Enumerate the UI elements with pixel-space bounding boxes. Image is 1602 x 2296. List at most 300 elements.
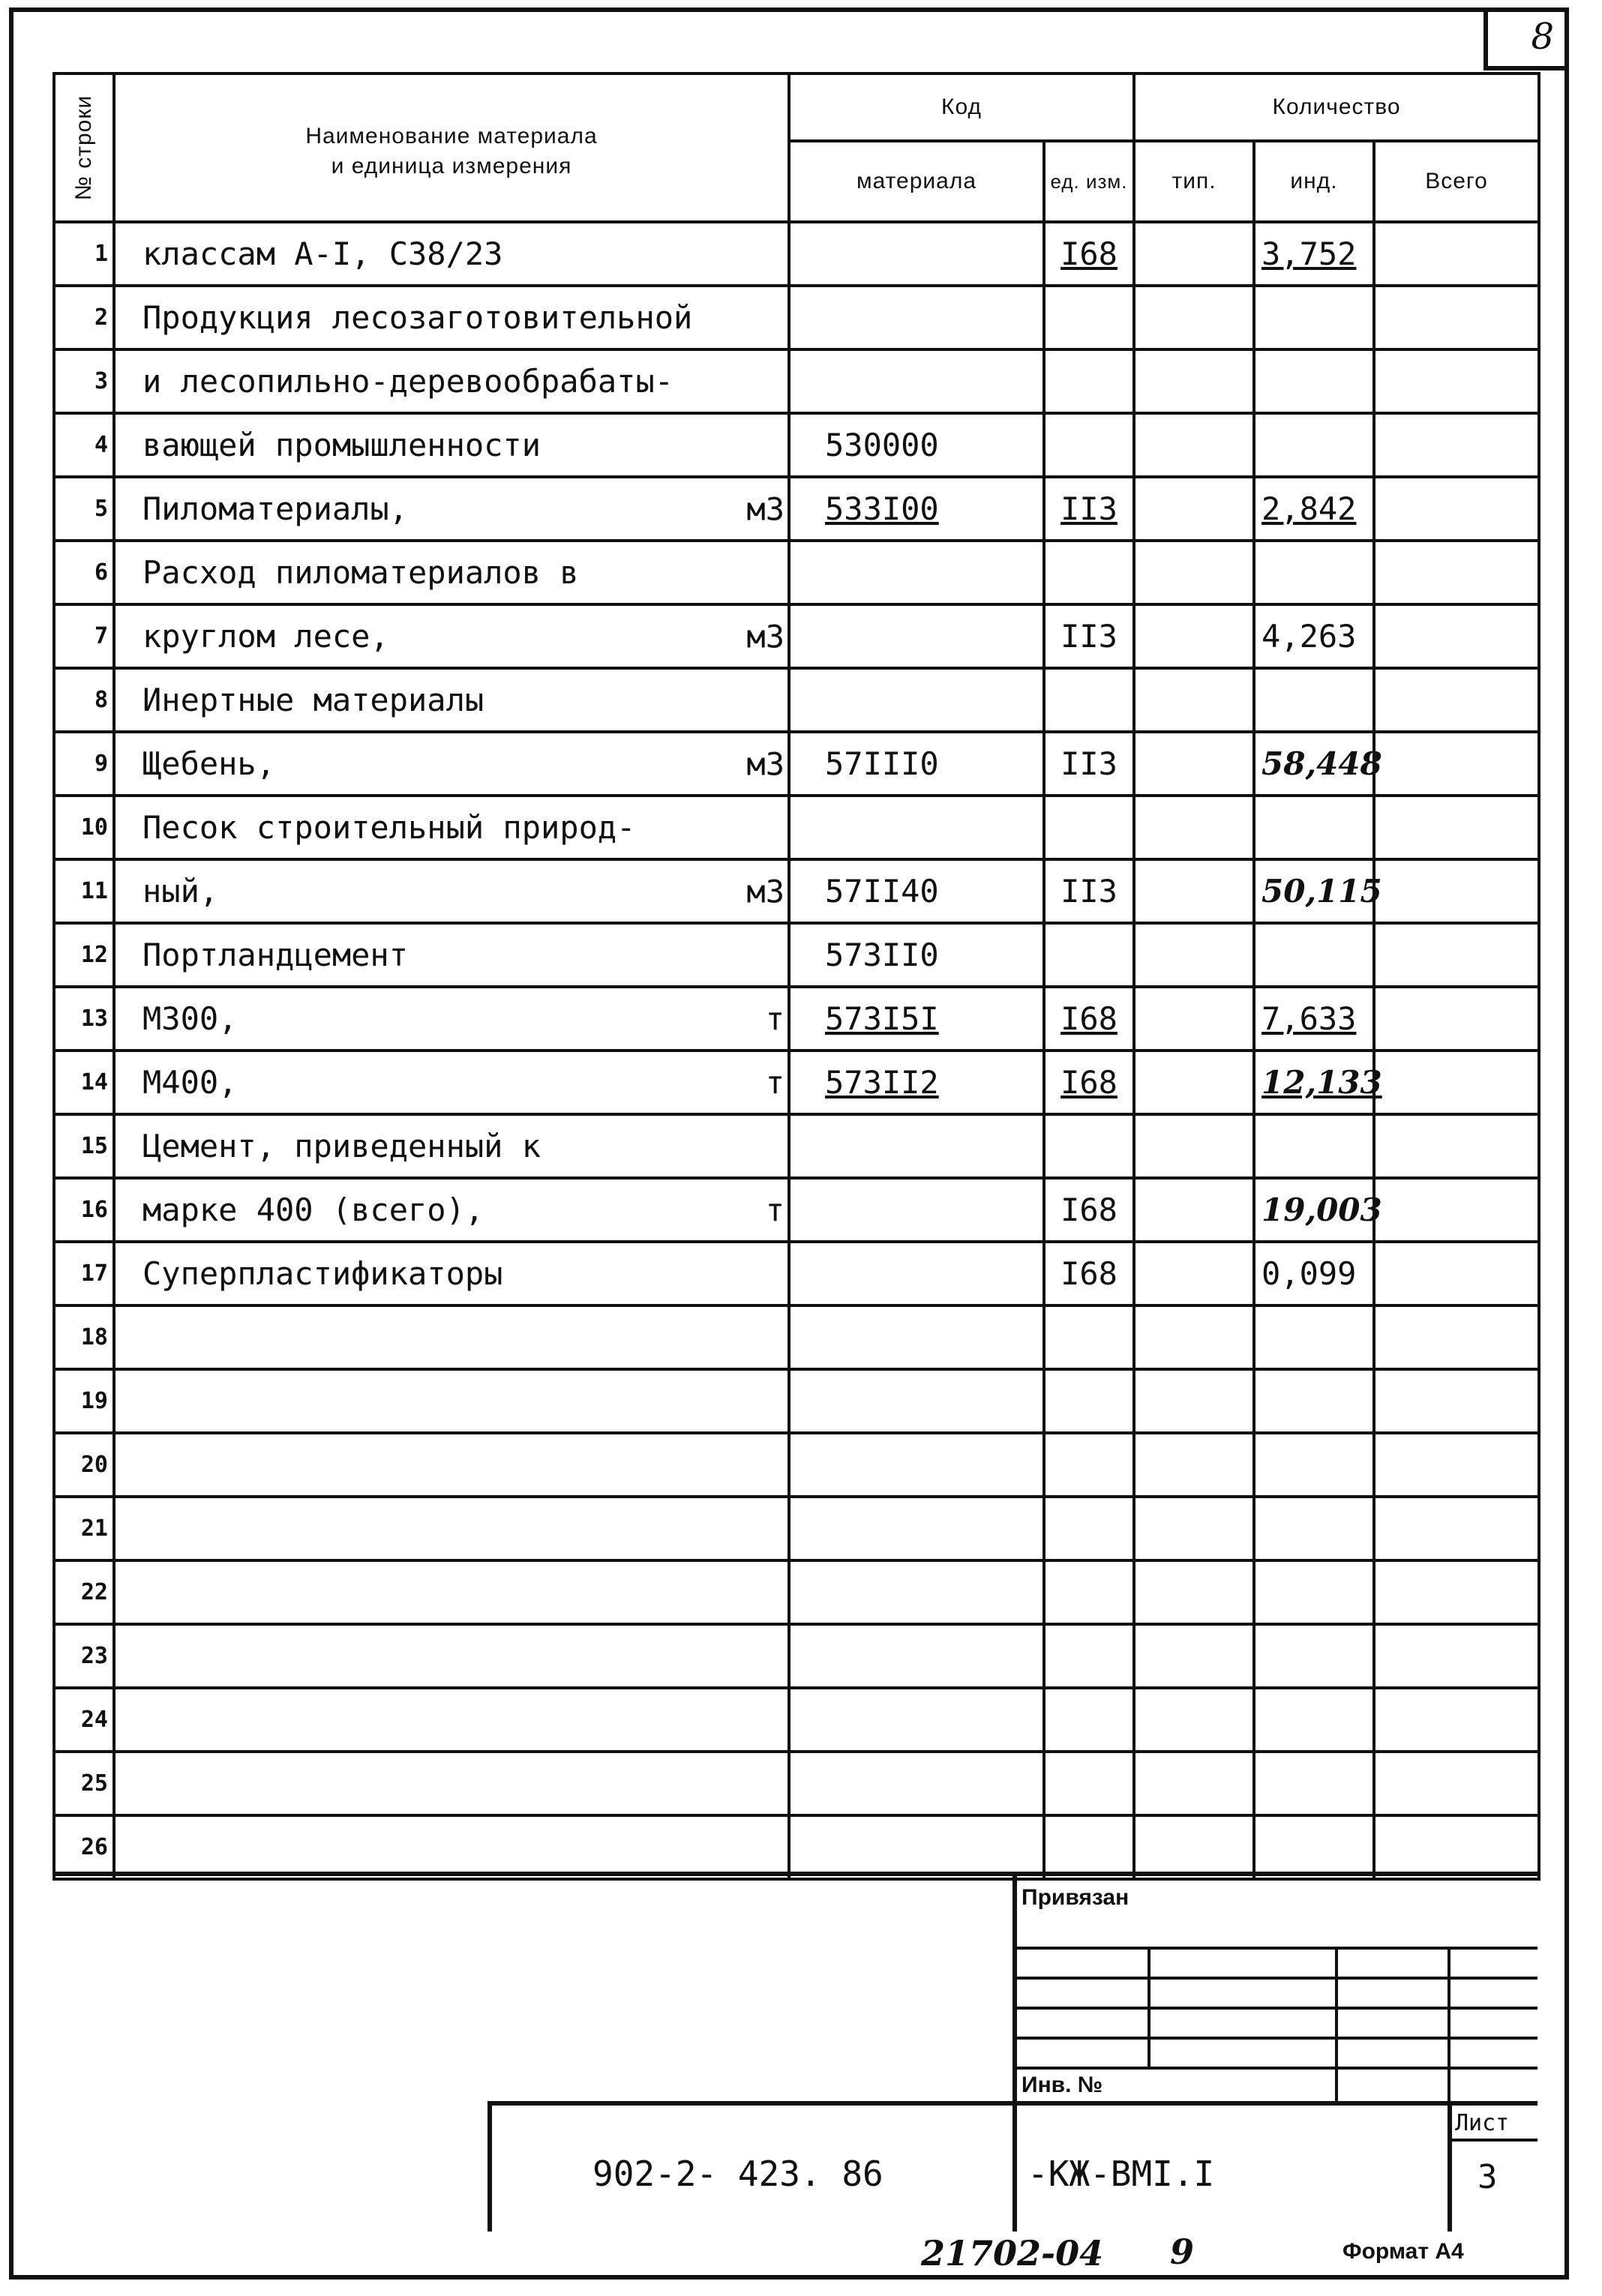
qty-typ [1134,1369,1254,1433]
unit-code [1044,1497,1134,1560]
qty-ind [1254,1369,1374,1433]
unit-code-text: II3 [1060,745,1118,782]
row-number-text: 11 [80,878,108,904]
material-code-text: 57III0 [825,745,939,782]
table-row [54,732,1539,796]
row-number-text: 20 [80,1452,108,1478]
table-row [54,477,1539,541]
row-number-text: 22 [80,1579,108,1605]
material-name [114,477,789,541]
material-code [789,732,1044,796]
material-name [114,222,789,286]
material-name [114,1815,789,1879]
material-code [789,1624,1044,1688]
material-name [114,1305,789,1369]
unit-code [1044,1433,1134,1497]
qty-typ [1134,604,1254,668]
code-unit-header: ед. изм. [1044,141,1134,222]
unit-code [1044,987,1134,1051]
table-row [54,1178,1539,1242]
unit-code [1044,413,1134,477]
row-number-text: 8 [94,687,108,713]
material-code-text: 57II40 [825,873,939,910]
doc-code-left: 902-2- 423. 86 [592,2154,884,2194]
row-number [54,732,114,796]
material-name [114,1114,789,1178]
material-name-text: марке 400 (всего), [142,1191,484,1228]
table-row [54,1752,1539,1815]
qty-ind [1254,349,1374,413]
qty-typ [1134,1560,1254,1624]
row-number-text: 1 [94,241,108,267]
qty-typ [1134,1305,1254,1369]
material-code [789,222,1044,286]
row-number-header: № строки [54,73,114,222]
qty-typ [1134,1688,1254,1752]
qty-total [1374,1305,1539,1369]
row-number-text: 5 [94,496,108,522]
qty-total [1374,1114,1539,1178]
row-number-text: 16 [80,1197,108,1223]
qty-ind-header: инд. [1254,141,1374,222]
row-number [54,286,114,349]
material-name [114,1369,789,1433]
qty-ind [1254,1815,1374,1879]
qty-total [1374,796,1539,859]
material-code [789,1178,1044,1242]
qty-total [1374,1815,1539,1879]
unit-code-text: II3 [1060,618,1118,655]
row-number [54,668,114,732]
table-row [54,987,1539,1051]
qty-total [1374,1688,1539,1752]
unit-code [1044,286,1134,349]
row-number-text: 13 [80,1006,108,1032]
code-material-header: материала [789,141,1044,222]
material-name-text: Инертные материалы [142,682,484,718]
qty-typ [1134,1051,1254,1114]
material-name-text: классам A-I, C38/23 [142,235,503,272]
material-name [114,286,789,349]
measure-unit: м3 [746,745,784,782]
material-code [789,1815,1044,1879]
unit-code [1044,1242,1134,1305]
qty-typ [1134,859,1254,923]
row-number-text: 18 [80,1324,108,1350]
qty-typ [1134,668,1254,732]
qty-ind [1254,413,1374,477]
qty-typ [1134,1178,1254,1242]
unit-code-text: I68 [1060,1064,1118,1101]
material-code [789,541,1044,604]
row-number [54,1305,114,1369]
measure-unit: м3 [746,618,784,655]
unit-code [1044,1815,1134,1879]
material-code-text: 530000 [825,427,939,463]
unit-code [1044,541,1134,604]
format-label: Формат А4 [1342,2239,1464,2264]
qty-total [1374,1369,1539,1433]
qty-typ [1134,1497,1254,1560]
row-number-text: 14 [80,1069,108,1096]
unit-code [1044,859,1134,923]
measure-unit: т [765,1191,784,1228]
material-code [789,1688,1044,1752]
row-number-text: 21 [80,1515,108,1542]
material-name [114,1242,789,1305]
row-number [54,222,114,286]
material-name [114,1497,789,1560]
qty-typ [1134,413,1254,477]
qty-ind [1254,1178,1382,1242]
qty-typ [1134,732,1254,796]
unit-code [1044,477,1134,541]
qty-ind [1254,1688,1374,1752]
material-code [789,987,1044,1051]
material-name-text: Цемент, приведенный к [142,1128,542,1164]
table-row [54,604,1539,668]
material-name-text: Песок строительный природ- [142,809,636,846]
qty-typ [1134,987,1254,1051]
qty-total [1374,541,1539,604]
qty-typ [1134,1815,1254,1879]
table-row [54,1433,1539,1497]
qty-typ [1134,541,1254,604]
qty-ind [1254,987,1374,1051]
name-header: Наименование материала и единица измерения [114,73,789,222]
row-number [54,1624,114,1688]
page-number: 8 [1484,7,1569,70]
table-row [54,1624,1539,1688]
row-number [54,1178,114,1242]
material-name [114,413,789,477]
material-code [789,286,1044,349]
material-name-text: M400, [142,1064,238,1101]
row-number [54,1114,114,1178]
doc-code-right: -КЖ-ВМI.I [1028,2154,1215,2194]
material-name [114,604,789,668]
unit-code [1044,604,1134,668]
table-row [54,1688,1539,1752]
row-number [54,1752,114,1815]
row-number-text: 9 [94,751,108,777]
table-row [54,923,1539,987]
qty-ind [1254,1305,1374,1369]
qty-typ [1134,349,1254,413]
material-code [789,1305,1044,1369]
material-name-text: круглом лесе, [142,618,389,655]
row-number-text: 12 [80,942,108,968]
row-number-text: 4 [94,432,108,458]
material-code-text: 573II0 [825,937,939,973]
qty-total [1374,1752,1539,1815]
inv-no-label: Инв. № [1022,2073,1103,2097]
material-code [789,1497,1044,1560]
qty-total [1374,1051,1539,1114]
row-number [54,1815,114,1879]
material-name [114,1560,789,1624]
qty-ind [1254,1497,1374,1560]
table-row [54,349,1539,413]
table-row [54,1497,1539,1560]
material-name [114,1624,789,1688]
qty-total [1374,1497,1539,1560]
material-code [789,1242,1044,1305]
material-name [114,796,789,859]
unit-code [1044,349,1134,413]
material-name-text: и лесопильно-деревообрабаты- [142,363,674,400]
qty-ind-text: 50,115 [1262,873,1382,910]
qty-total [1374,923,1539,987]
row-number [54,1369,114,1433]
qty-total [1374,1624,1539,1688]
unit-code-text: II3 [1060,873,1118,910]
sheet-label: Лист [1455,2110,1510,2136]
table-row [54,668,1539,732]
material-code [789,1051,1044,1114]
qty-ind [1254,222,1374,286]
row-number-text: 15 [80,1133,108,1159]
measure-unit: т [765,1000,784,1037]
table-row [54,286,1539,349]
table-row [54,1560,1539,1624]
unit-code-text: I68 [1060,235,1118,272]
footer-handwritten-number: 21702-04 [921,2233,1104,2274]
unit-code-text: I68 [1060,1255,1118,1292]
privyazan-label: Привязан [1022,1885,1130,1910]
material-name [114,1178,789,1242]
table-row [54,1242,1539,1305]
row-number [54,541,114,604]
qty-ind [1254,1433,1374,1497]
qty-typ [1134,796,1254,859]
material-code [789,1560,1044,1624]
material-code [789,1433,1044,1497]
qty-ind [1254,541,1374,604]
row-number-text: 19 [80,1388,108,1414]
material-code-text: 573I5I [825,1000,939,1037]
unit-code-text: II3 [1060,490,1118,527]
material-name-text: Щебень, [142,745,276,782]
row-number [54,1688,114,1752]
table-row [54,1369,1539,1433]
unit-code [1044,1178,1134,1242]
row-number-text: 25 [80,1770,108,1797]
qty-total [1374,604,1539,668]
sheet-number: 3 [1478,2158,1498,2196]
material-name [114,541,789,604]
material-name-text: Суперпластификаторы [142,1255,503,1292]
row-number-text: 2 [94,304,108,331]
qty-ind-text: 0,099 [1262,1255,1357,1292]
qty-total [1374,286,1539,349]
qty-typ [1134,222,1254,286]
material-code [789,1369,1044,1433]
table-row [54,1815,1539,1879]
measure-unit: т [765,1064,784,1101]
qty-typ [1134,477,1254,541]
material-name [114,1051,789,1114]
material-code [789,1752,1044,1815]
material-code [789,923,1044,987]
qty-total [1374,1560,1539,1624]
material-name-text: Пиломатериалы, [142,490,409,527]
material-code [789,796,1044,859]
row-number-text: 23 [80,1643,108,1669]
row-number-text: 7 [94,623,108,649]
material-code [789,859,1044,923]
qty-typ [1134,1433,1254,1497]
row-number [54,1051,114,1114]
material-name [114,859,789,923]
qty-total [1374,413,1539,477]
material-name-text: Портландцемент [142,937,409,973]
qty-total [1374,859,1539,923]
qty-total [1374,477,1539,541]
qty-ind [1254,1560,1374,1624]
row-number-text: 17 [80,1260,108,1287]
unit-code [1044,668,1134,732]
material-code [789,604,1044,668]
qty-typ [1134,1752,1254,1815]
table-row [54,222,1539,286]
row-number [54,1433,114,1497]
qty-total [1374,1242,1539,1305]
row-number [54,923,114,987]
material-name [114,987,789,1051]
unit-code [1044,1688,1134,1752]
unit-code [1044,1305,1134,1369]
qty-ind-text: 2,842 [1262,490,1357,527]
material-name [114,923,789,987]
qty-total [1374,1178,1539,1242]
qty-ind [1254,668,1374,732]
row-number [54,1497,114,1560]
table-row [54,413,1539,477]
material-name [114,1433,789,1497]
qty-ind [1254,859,1382,923]
qty-typ [1134,286,1254,349]
row-number [54,477,114,541]
footer-handwritten-digit: 9 [1170,2232,1195,2272]
qty-ind-text: 19,003 [1262,1191,1382,1228]
qty-total [1374,987,1539,1051]
material-code-text: 533I00 [825,490,939,527]
unit-code [1044,1560,1134,1624]
material-name-text: Расход пиломатериалов в [142,554,579,591]
unit-code-text: I68 [1060,1191,1118,1228]
material-name-text: M300, [142,1000,238,1037]
qty-ind [1254,1051,1382,1114]
qty-ind-text: 7,633 [1262,1000,1357,1037]
material-name [114,668,789,732]
qty-ind-text: 4,263 [1262,618,1357,655]
table-row [54,1051,1539,1114]
table-row [54,1305,1539,1369]
qty-typ [1134,1242,1254,1305]
row-number [54,604,114,668]
unit-code [1044,923,1134,987]
code-header: Код [789,73,1134,141]
row-number [54,1242,114,1305]
material-code [789,349,1044,413]
material-name [114,349,789,413]
unit-code [1044,222,1134,286]
materials-table [52,72,1540,1881]
qty-ind-text: 58,448 [1262,745,1382,782]
qty-ind [1254,923,1374,987]
qty-ind [1254,1114,1374,1178]
qty-ind [1254,477,1374,541]
qty-total [1374,668,1539,732]
qty-ind-text: 12,133 [1262,1064,1382,1101]
row-number [54,987,114,1051]
material-code [789,668,1044,732]
qty-typ-header: тип. [1134,141,1254,222]
qty-total [1374,732,1539,796]
measure-unit: м3 [746,490,784,527]
material-name [114,1752,789,1815]
row-number-text: 3 [94,368,108,394]
material-code-text: 573II2 [825,1064,939,1101]
unit-code [1044,796,1134,859]
row-number [54,796,114,859]
unit-code [1044,732,1134,796]
qty-ind [1254,796,1374,859]
table-row [54,541,1539,604]
table-row [54,1114,1539,1178]
qty-ind [1254,732,1382,796]
qty-typ [1134,923,1254,987]
qty-total [1374,222,1539,286]
unit-code [1044,1114,1134,1178]
material-name [114,1688,789,1752]
row-number-text: 10 [80,814,108,841]
table-row [54,859,1539,923]
qty-ind [1254,1242,1374,1305]
measure-unit: м3 [746,873,784,910]
unit-code [1044,1624,1134,1688]
unit-code [1044,1369,1134,1433]
qty-ind [1254,1624,1374,1688]
material-code [789,413,1044,477]
unit-code [1044,1752,1134,1815]
row-number [54,1560,114,1624]
table-row [54,796,1539,859]
material-name-text: вающей промышленности [142,427,542,463]
material-name [114,732,789,796]
row-number-text: 26 [80,1834,108,1860]
qty-ind [1254,604,1374,668]
row-number-text: 24 [80,1707,108,1733]
qty-total-header: Всего [1374,141,1539,222]
row-number [54,349,114,413]
qty-ind [1254,286,1374,349]
unit-code-text: I68 [1060,1000,1118,1037]
quantity-header: Количество [1134,73,1539,141]
row-number-text: 6 [94,559,108,586]
material-code [789,1114,1044,1178]
qty-ind-text: 3,752 [1262,235,1357,272]
qty-ind [1254,1752,1374,1815]
unit-code [1044,1051,1134,1114]
qty-typ [1134,1114,1254,1178]
title-block [52,1872,1538,2232]
row-number [54,413,114,477]
material-code [789,477,1044,541]
material-name-text: Продукция лесозаготовительной [142,299,693,336]
qty-total [1374,349,1539,413]
